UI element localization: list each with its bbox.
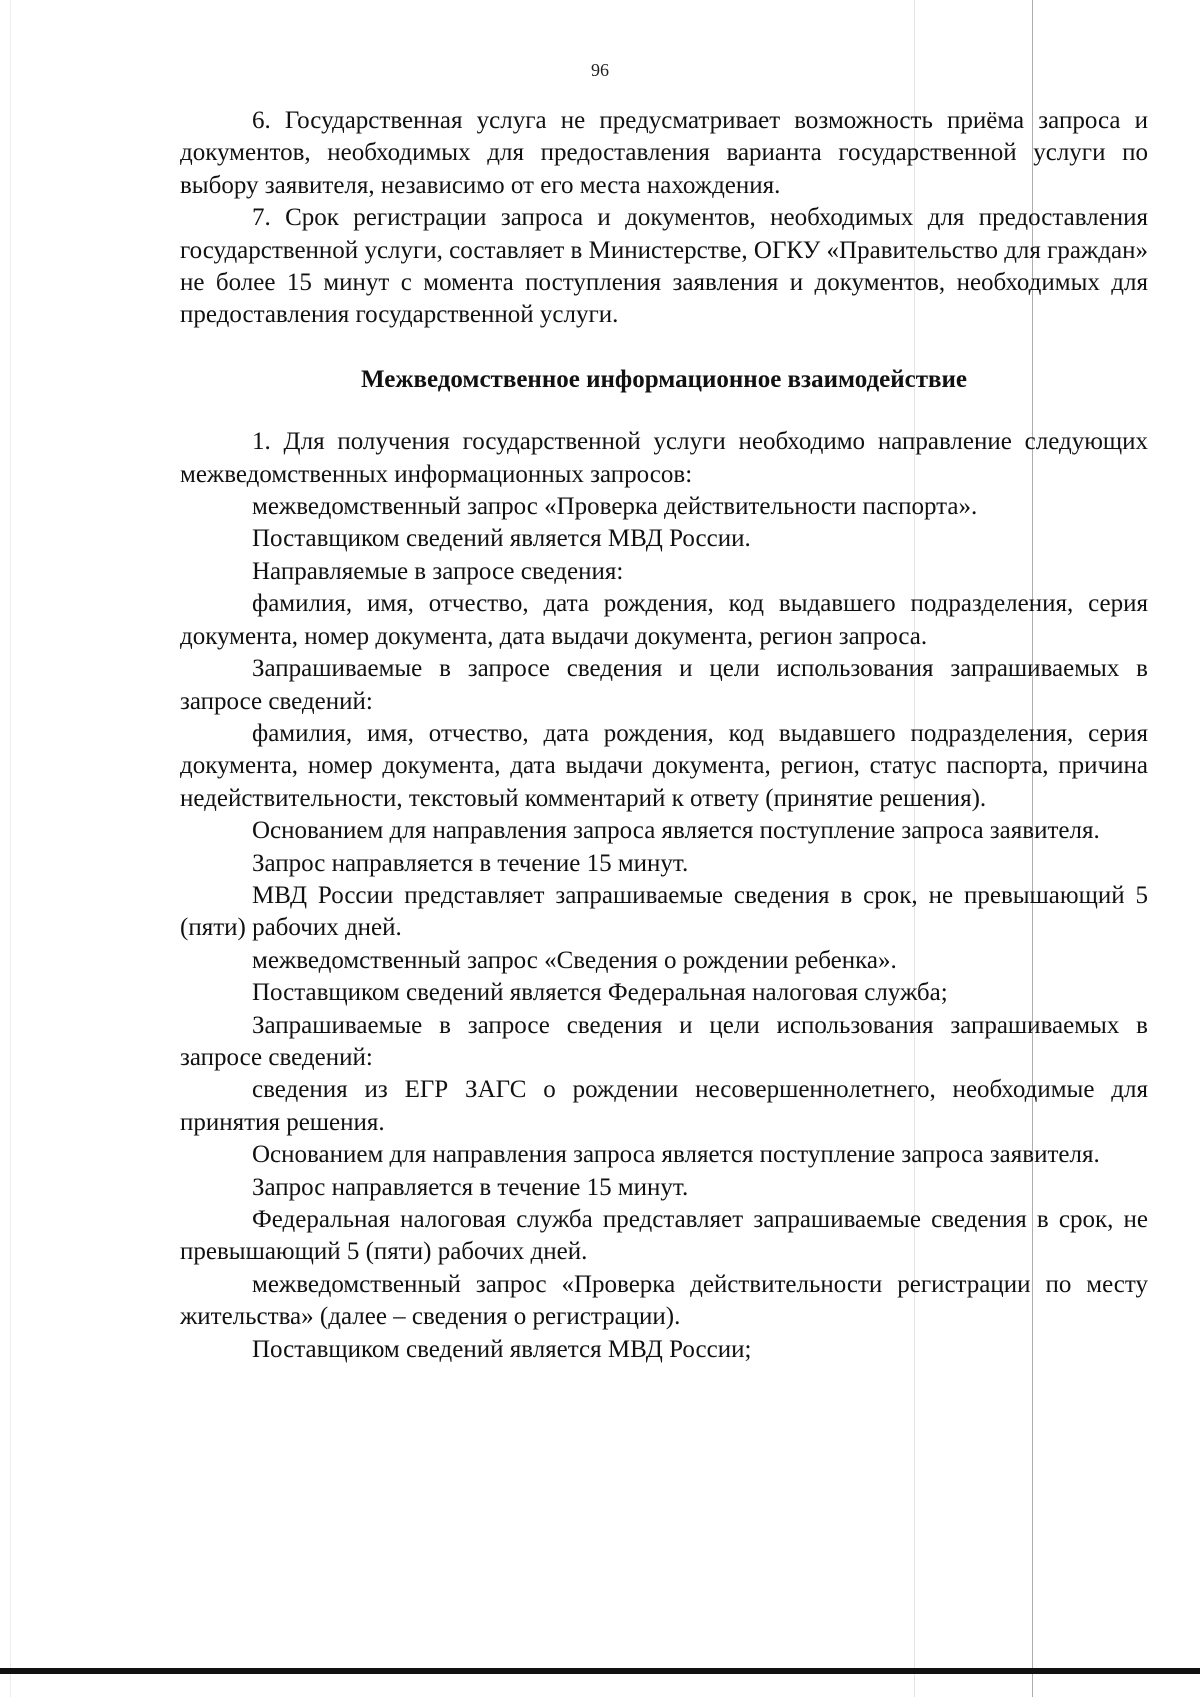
paragraph: Запрашиваемые в запросе сведения и цели использования запрашиваемых в запросе сведений: (180, 1011, 1148, 1071)
paragraph: фамилия, имя, отчество, дата рождения, код выдавшего подразделения, серия документа, номер документа, дата выдачи документа, регион запроса. (180, 590, 1148, 650)
page-number: 96 (591, 60, 609, 80)
paragraph: Поставщиком сведений является МВД России. (252, 525, 751, 553)
paragraph: Запрос направляется в течение 15 минут. (252, 849, 689, 877)
document-body (180, 105, 1148, 1366)
paragraph: межведомственный запрос «Проверка действительности регистрации по месту жительства» (далее – сведения о регистрации). (180, 1270, 1148, 1331)
paragraph: межведомственный запрос «Сведения о рождении ребенка». (252, 946, 897, 974)
scan-artifact-line (10, 0, 11, 1697)
paragraph: межведомственный запрос «Проверка действительности паспорта». (252, 493, 978, 521)
paragraph: Поставщиком сведений является Федеральная налоговая служба; (252, 979, 948, 1007)
paragraph: 1. Для получения государственной услуги необходимо направление следующих межведомственных информационных запросов: (180, 428, 1148, 488)
paragraph: фамилия, имя, отчество, дата рождения, код выдавшего подразделения, серия документа, номер документа, дата выдачи документа, регион, статус паспорта, причина недействительности, текстовый комментарий к ответу (принятие решения). (180, 719, 1148, 812)
section-heading: Межведомственное информационное взаимодействие (361, 365, 967, 393)
paragraph: МВД России представляет запрашиваемые сведения в срок, не превышающий 5 (пяти) рабочих дней. (180, 881, 1148, 942)
scan-bottom-border (0, 1668, 1200, 1674)
paragraph: Федеральная налоговая служба представляет запрашиваемые сведения в срок, не превышающий 5 (пяти) рабочих дней. (180, 1206, 1148, 1266)
paragraph: сведения из ЕГР ЗАГС о рождении несовершеннолетнего, необходимые для принятия решения. (180, 1076, 1148, 1136)
paragraph: 7. Срок регистрации запроса и документов, необходимых для предоставления государственной услуги, составляет в Министерстве, ОГКУ «Правительство для граждан» не более 15 минут с момента поступления заявления и документов, необходимых для предоставления государственной услуги. (180, 204, 1148, 329)
paragraph: Запрос направляется в течение 15 минут. (252, 1173, 689, 1201)
paragraph: Основанием для направления запроса является поступление запроса заявителя. (252, 1141, 1100, 1169)
paragraph: Поставщиком сведений является МВД России; (252, 1335, 752, 1363)
paragraph: Основанием для направления запроса является поступление запроса заявителя. (252, 817, 1100, 845)
paragraph: Запрашиваемые в запросе сведения и цели использования запрашиваемых в запросе сведений: (180, 655, 1148, 715)
paragraph: Направляемые в запросе сведения: (252, 557, 624, 585)
paragraph: 6. Государственная услуга не предусматривает возможность приёма запроса и документов, необходимых для предоставления варианта государственной услуги по выбору заявителя, независимо от его места нахождения. (180, 107, 1148, 199)
